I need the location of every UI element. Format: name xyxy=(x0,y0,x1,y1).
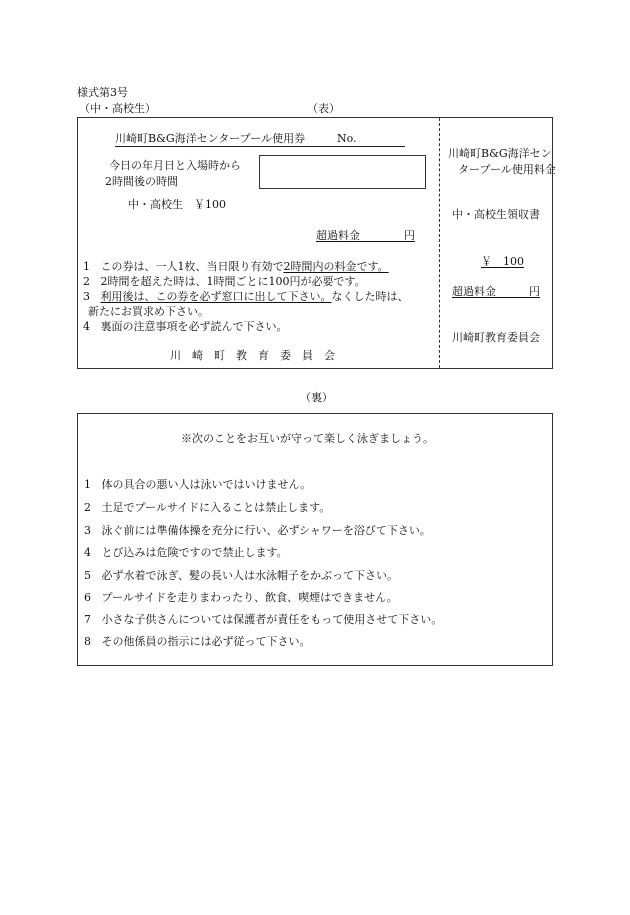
form-number: 様式第3号 xyxy=(77,86,128,99)
note-item: 3 利用後は、この券を必ず窓口に出して下さい。なくした時は、 xyxy=(83,290,409,303)
note-item: 2 2時間を超えた時は、1時間ごとに100円が必要です。 xyxy=(83,275,366,288)
ticket-title: 川崎町B&G海洋センタープール使用券 xyxy=(115,132,306,145)
stub-receipt-label: 中・高校生領収書 xyxy=(452,208,540,221)
stub-amount: ￥ 100 xyxy=(481,255,524,268)
back-heading: ※次のことをお互いが守って楽しく泳ぎましょう。 xyxy=(181,432,434,445)
ticket-back xyxy=(77,413,553,666)
rule-item: 1 体の具合の悪い人は泳いではいけません。 xyxy=(84,478,312,491)
rule-item: 3 泳ぐ前には準備体操を充分に行い、必ずシャワーを浴びて下さい。 xyxy=(84,524,431,537)
fee-line: 中・高校生 ￥100 xyxy=(128,198,226,211)
ticket-title-underline xyxy=(115,146,405,147)
ticket-no-label: No. xyxy=(337,132,357,145)
note-item-continued: 新たにお買求め下さい。 xyxy=(88,305,209,318)
rule-item: 7 小さな子供さんについては保護者が責任をもって使用させて下さい。 xyxy=(84,613,443,626)
rule-item: 5 必ず水着で泳ぎ、髪の長い人は水泳帽子をかぶって下さい。 xyxy=(84,569,399,582)
entry-time-label-2: 2時間後の時間 xyxy=(105,175,178,188)
rule-item: 8 その他係員の指示には必ず従って下さい。 xyxy=(84,635,311,648)
perforation-divider xyxy=(439,118,440,368)
stub-issuer: 川崎町教育委員会 xyxy=(452,331,540,344)
issuer: 川 崎 町 教 育 委 員 会 xyxy=(170,349,335,362)
rule-item: 4 とび込みは危険ですので禁止します。 xyxy=(84,546,288,559)
stub-overtime-fee: 超過料金 円 xyxy=(452,285,540,298)
rule-item: 6 プールサイドを走りまわったり、飲食、喫煙はできません。 xyxy=(84,591,398,604)
back-side-label: （裏） xyxy=(300,391,333,404)
ticket-front xyxy=(77,117,556,369)
front-side-label: （表） xyxy=(307,102,340,115)
stub-title-2: タープール使用料金 xyxy=(458,163,556,176)
entry-time-box xyxy=(259,155,426,189)
ticket-category: （中・高校生） xyxy=(79,102,156,115)
stub-title: 川崎町B&G海洋セン xyxy=(448,147,552,160)
overtime-fee: 超過料金 円 xyxy=(316,229,415,242)
note-item: 4 裏面の注意事項を必ず読んで下さい。 xyxy=(83,320,288,333)
note-item: 1 この券は、一人1枚、当日限り有効で2時間内の料金です。 xyxy=(83,260,389,273)
rule-item: 2 土足でプールサイドに入ることは禁止します。 xyxy=(84,501,331,514)
entry-time-label: 今日の年月日と入場時から xyxy=(109,159,241,172)
